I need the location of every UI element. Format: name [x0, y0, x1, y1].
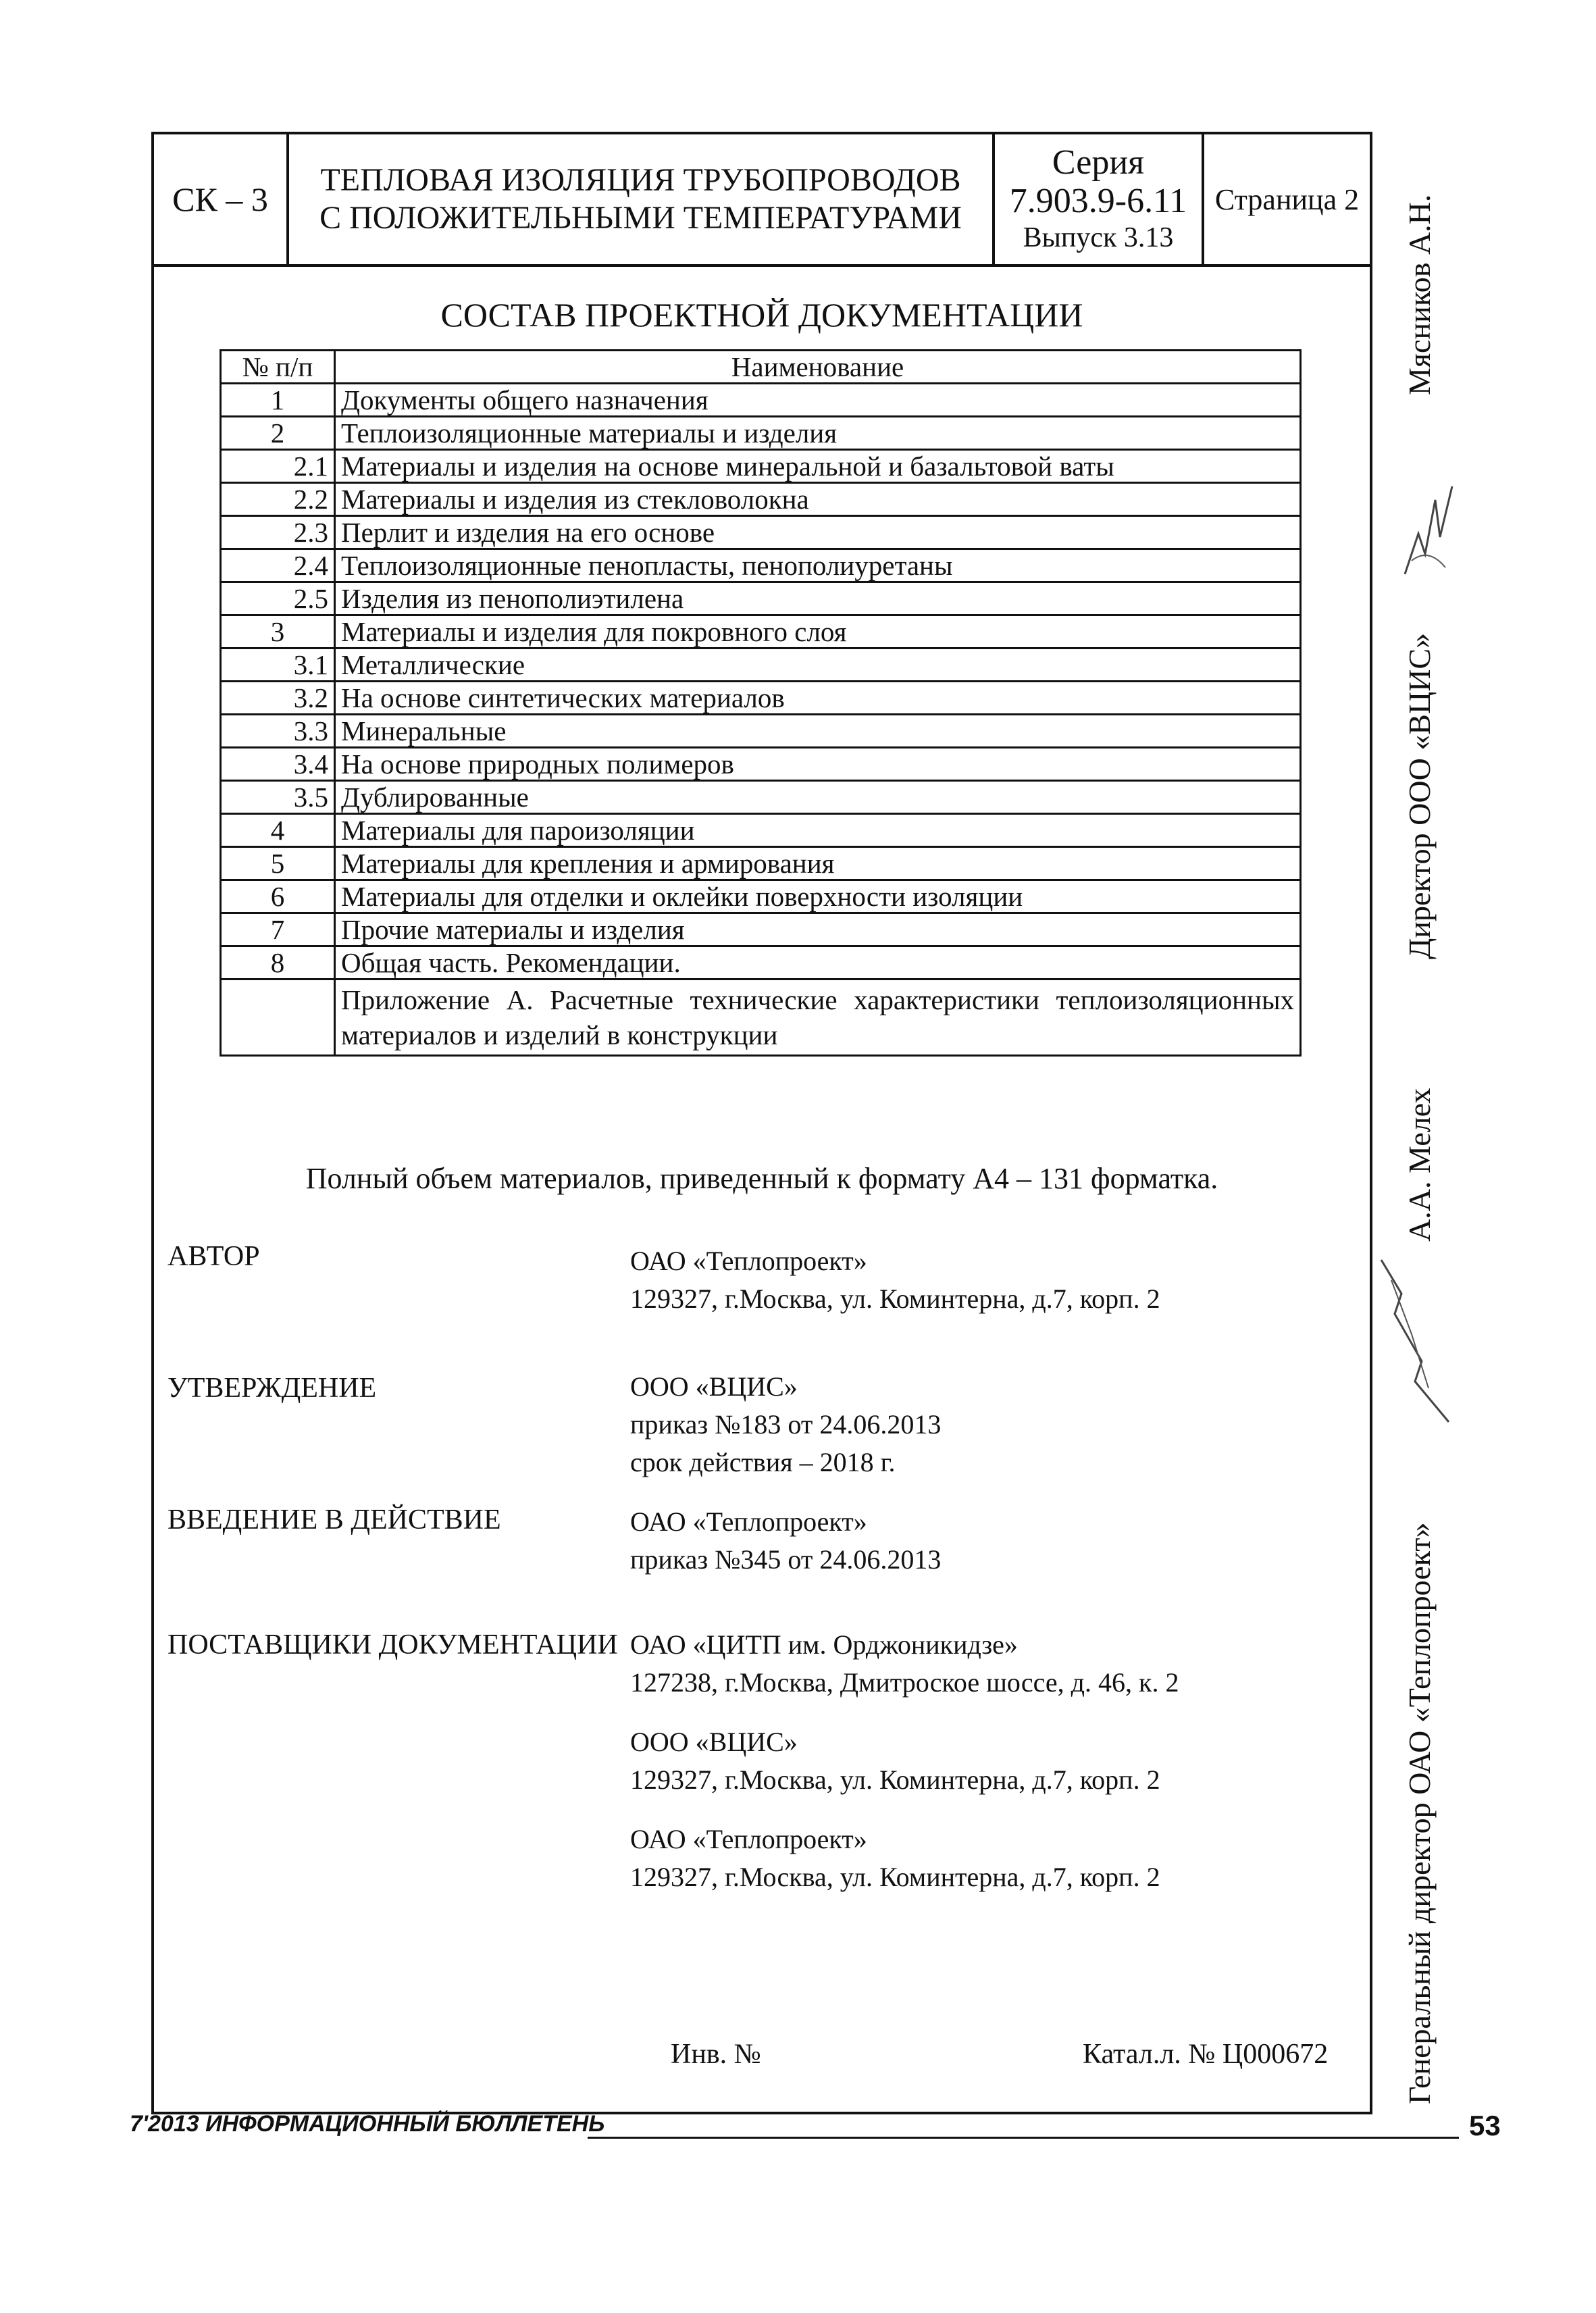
row-name: Перлит и изделия на его основе [335, 516, 1301, 549]
row-number: 3.4 [221, 748, 335, 781]
supplier-address: 129327, г.Москва, ул. Коминтерна, д.7, корп. 2 [630, 1862, 1160, 1892]
section-title: СОСТАВ ПРОЕКТНОЙ ДОКУМЕНТАЦИИ [440, 296, 1083, 334]
table-row [221, 682, 1301, 715]
row-number: 3.2 [221, 682, 335, 715]
row-number: 3.5 [221, 781, 335, 814]
row-number: 1 [221, 384, 335, 417]
row-name: Дублированные [335, 781, 1301, 814]
row-name: Документы общего назначения [335, 384, 1301, 417]
enactment-block [630, 1503, 941, 1579]
suppliers-label: ПОСТАВЩИКИ ДОКУМЕНТАЦИИ [168, 1629, 618, 1660]
page-number: 53 [1469, 2110, 1501, 2141]
table-row [221, 615, 1301, 649]
contents-table [220, 349, 1302, 1057]
title-line-2: С ПОЛОЖИТЕЛЬНЫМИ ТЕМПЕРАТУРАМИ [319, 200, 962, 236]
row-name: Материалы для пароизоляции [335, 814, 1301, 847]
row-name: Материалы и изделия на основе минеральной и базальтовой ваты [335, 450, 1301, 483]
approval-order: приказ №183 от 24.06.2013 [630, 1409, 942, 1440]
signatory-name-1: Мясников А.Н. [1402, 194, 1437, 395]
row-name: Теплоизоляционные материалы и изделия [335, 417, 1301, 450]
supplier-org: ООО «ВЦИС» [630, 1727, 798, 1757]
title-line-1: ТЕПЛОВАЯ ИЗОЛЯЦИЯ ТРУБОПРОВОДОВ [320, 162, 961, 198]
row-name: Изделия из пенополиэтилена [335, 582, 1301, 615]
row-number: 2.5 [221, 582, 335, 615]
enactment-org: ОАО «Теплопроект» [630, 1506, 867, 1537]
series-block [995, 134, 1204, 264]
row-name: Теплоизоляционные пенопласты, пенополиуретаны [335, 549, 1301, 582]
approval-org: ООО «ВЦИС» [630, 1371, 798, 1402]
col-num-header: № п/п [221, 351, 335, 384]
row-name: Общая часть. Рекомендации. [335, 946, 1301, 980]
supplier-address: 129327, г.Москва, ул. Коминтерна, д.7, корп. 2 [630, 1764, 1160, 1795]
enactment-label: ВВЕДЕНИЕ В ДЕЙСТВИЕ [168, 1504, 501, 1535]
row-number [221, 980, 335, 1056]
footer-rule [588, 2137, 1459, 2139]
row-number: 2.4 [221, 549, 335, 582]
catalog-number: Катал.л. № Ц000672 [1083, 2039, 1329, 2070]
author-label: АВТОР [168, 1241, 260, 1272]
row-name: Материалы и изделия из стекловолокна [335, 483, 1301, 516]
col-name-header: Наименование [335, 351, 1301, 384]
inventory-number: Инв. № [671, 2039, 761, 2070]
row-number: 7 [221, 913, 335, 946]
table-header-row [221, 351, 1301, 384]
table-row [221, 913, 1301, 946]
page-label [1204, 134, 1370, 264]
issue-number: Выпуск 3.13 [1023, 222, 1174, 253]
series-number: 7.903.9-6.11 [1009, 182, 1187, 220]
author-address: 129327, г.Москва, ул. Коминтерна, д.7, корп. 2 [630, 1283, 1160, 1314]
table-row [221, 483, 1301, 516]
row-name: Материалы для крепления и армирования [335, 847, 1301, 880]
row-number: 2 [221, 417, 335, 450]
document-frame [151, 132, 1372, 2114]
table-row [221, 582, 1301, 615]
signatory-title-1: Директор ООО «ВЦИС» [1402, 632, 1437, 959]
supplier-1 [630, 1626, 1179, 1702]
row-number: 2.3 [221, 516, 335, 549]
signatory-title-2: Генеральный директор ОАО «Теплопроект» [1402, 1522, 1437, 2104]
table-row [221, 980, 1301, 1056]
title-block [154, 134, 1370, 267]
row-number: 8 [221, 946, 335, 980]
signatory-name-2: А.А. Мелех [1402, 1088, 1437, 1242]
table-row [221, 781, 1301, 814]
document-code [154, 134, 289, 264]
volume-note: Полный объем материалов, приведенный к формату А4 – 131 форматка. [305, 1162, 1218, 1195]
author-org: ОАО «Теплопроект» [630, 1246, 867, 1276]
row-name: Приложение А. Расчетные технические характеристики теплоизоляционных материалов и изделий в конструкции [335, 980, 1301, 1056]
row-number: 3.3 [221, 715, 335, 748]
table-row [221, 516, 1301, 549]
supplier-3 [630, 1821, 1160, 1896]
page-text: Страница 2 [1214, 182, 1360, 216]
row-number: 3.1 [221, 649, 335, 682]
author-block [630, 1242, 1160, 1318]
table-row [221, 649, 1301, 682]
row-number: 3 [221, 615, 335, 649]
row-number: 2.1 [221, 450, 335, 483]
row-name: Прочие материалы и изделия [335, 913, 1301, 946]
table-row [221, 847, 1301, 880]
table-row [221, 715, 1301, 748]
signature-2 [1374, 1253, 1456, 1429]
approval-block [630, 1368, 941, 1481]
row-number: 2.2 [221, 483, 335, 516]
row-name: Материалы для отделки и оклейки поверхности изоляции [335, 880, 1301, 913]
table-row [221, 549, 1301, 582]
row-number: 4 [221, 814, 335, 847]
table-row [221, 880, 1301, 913]
bulletin-title: 7'2013 ИНФОРМАЦИОННЫЙ БЮЛЛЕТЕНЬ [130, 2111, 605, 2137]
approval-label: УТВЕРЖДЕНИЕ [168, 1373, 377, 1404]
supplier-org: ОАО «Теплопроект» [630, 1824, 867, 1854]
enactment-order: приказ №345 от 24.06.2013 [630, 1544, 942, 1575]
row-name: Минеральные [335, 715, 1301, 748]
series-label: Серия [1052, 143, 1145, 182]
row-number: 5 [221, 847, 335, 880]
row-name: Материалы и изделия для покровного слоя [335, 615, 1301, 649]
row-name: Металлические [335, 649, 1301, 682]
supplier-2 [630, 1723, 1160, 1799]
table-row [221, 417, 1301, 450]
table-row [221, 814, 1301, 847]
code-text: СК – 3 [172, 180, 268, 218]
row-name: На основе синтетических материалов [335, 682, 1301, 715]
table-row [221, 450, 1301, 483]
row-name: На основе природных полимеров [335, 748, 1301, 781]
approval-validity: срок действия – 2018 г. [630, 1447, 896, 1477]
signature-1 [1398, 473, 1459, 581]
table-row [221, 946, 1301, 980]
document-title [289, 134, 995, 264]
row-number: 6 [221, 880, 335, 913]
table-row [221, 748, 1301, 781]
table-row [221, 384, 1301, 417]
supplier-address: 127238, г.Москва, Дмитроское шоссе, д. 46, к. 2 [630, 1667, 1179, 1698]
supplier-org: ОАО «ЦИТП им. Орджоникидзе» [630, 1629, 1018, 1660]
